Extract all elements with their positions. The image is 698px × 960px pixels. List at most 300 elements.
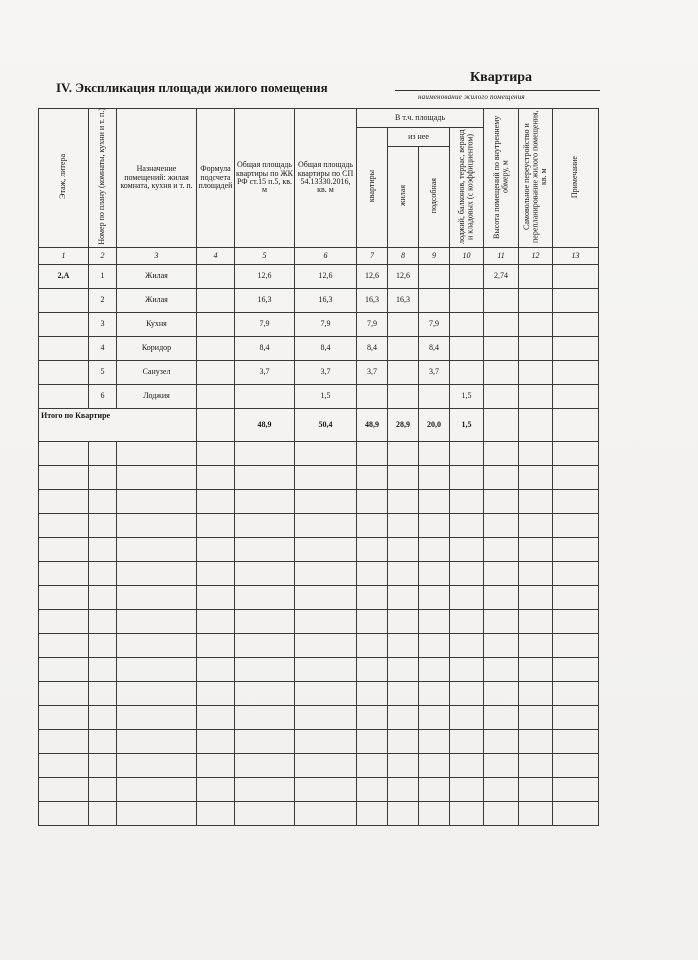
table-cell — [553, 802, 599, 826]
table-cell — [519, 409, 553, 442]
premises-name: Квартира — [470, 70, 533, 85]
table-cell — [519, 586, 553, 610]
table-cell — [295, 514, 357, 538]
table-cell — [519, 706, 553, 730]
table-cell — [484, 610, 519, 634]
table-row — [39, 802, 599, 826]
table-cell — [419, 586, 450, 610]
table-cell — [388, 586, 419, 610]
table-cell: 13 — [553, 248, 599, 265]
table-cell — [39, 682, 89, 706]
table-cell — [553, 361, 599, 385]
table-cell — [450, 514, 484, 538]
table-cell — [484, 658, 519, 682]
table-cell — [519, 337, 553, 361]
table-cell: Санузел — [117, 361, 197, 385]
table-cell — [39, 658, 89, 682]
table-cell — [484, 682, 519, 706]
table-cell — [553, 409, 599, 442]
table-cell — [89, 466, 117, 490]
table-cell — [484, 514, 519, 538]
table-cell — [553, 730, 599, 754]
table-cell: 2 — [89, 248, 117, 265]
table-cell — [484, 466, 519, 490]
table-cell — [197, 385, 235, 409]
table-cell — [295, 682, 357, 706]
table-cell — [197, 490, 235, 514]
table-cell: Жилая — [117, 289, 197, 313]
table-cell: 16,3 — [357, 289, 388, 313]
page-title: IV. Экспликация площади жилого помещения — [56, 80, 328, 95]
table-cell — [235, 778, 295, 802]
table-row — [39, 442, 599, 466]
table-cell — [519, 682, 553, 706]
table-cell — [235, 610, 295, 634]
table-cell — [39, 361, 89, 385]
table-cell — [519, 730, 553, 754]
table-cell — [235, 466, 295, 490]
table-cell — [519, 658, 553, 682]
table-cell — [89, 802, 117, 826]
table-cell — [117, 514, 197, 538]
table-cell — [197, 442, 235, 466]
table-cell — [197, 265, 235, 289]
table-cell — [235, 538, 295, 562]
col-header-group: В т.ч. площадь — [357, 109, 484, 128]
table-cell — [553, 562, 599, 586]
table-row — [39, 562, 599, 586]
table-cell — [388, 562, 419, 586]
table-cell — [419, 802, 450, 826]
table-cell — [450, 265, 484, 289]
table-cell — [388, 610, 419, 634]
table-cell — [419, 514, 450, 538]
table-cell — [519, 313, 553, 337]
table-cell — [419, 682, 450, 706]
table-cell — [553, 466, 599, 490]
table-cell — [553, 658, 599, 682]
table-cell — [197, 706, 235, 730]
table-cell — [484, 313, 519, 337]
table-cell — [235, 730, 295, 754]
table-cell — [419, 442, 450, 466]
table-row — [39, 778, 599, 802]
table-cell — [117, 706, 197, 730]
table-cell — [39, 442, 89, 466]
col-header-aux: подсобная — [419, 147, 450, 248]
table-row — [39, 490, 599, 514]
table-row — [39, 514, 599, 538]
table-cell — [89, 538, 117, 562]
table-cell — [484, 802, 519, 826]
table-cell — [89, 610, 117, 634]
table-cell: 16,3 — [295, 289, 357, 313]
table-cell — [450, 562, 484, 586]
table-cell: Жилая — [117, 265, 197, 289]
blank-rows — [39, 442, 599, 826]
table-cell — [235, 514, 295, 538]
table-cell — [519, 514, 553, 538]
table-cell — [519, 802, 553, 826]
table-cell: 7,9 — [235, 313, 295, 337]
table-cell — [553, 442, 599, 466]
table-cell — [357, 514, 388, 538]
table-cell — [295, 658, 357, 682]
table-cell — [235, 682, 295, 706]
table-cell — [117, 586, 197, 610]
table-cell — [197, 313, 235, 337]
table-cell — [39, 562, 89, 586]
table-cell — [235, 586, 295, 610]
col-header-height: Высота помещений по внутреннему обмеру, м — [484, 109, 519, 248]
table-cell — [357, 610, 388, 634]
premises-underline — [395, 90, 600, 91]
table-cell — [519, 442, 553, 466]
table-cell — [39, 490, 89, 514]
table-cell — [197, 409, 235, 442]
table-cell — [419, 538, 450, 562]
table-cell — [519, 466, 553, 490]
table-cell — [450, 682, 484, 706]
table-cell — [295, 706, 357, 730]
table-cell — [388, 802, 419, 826]
table-cell — [39, 802, 89, 826]
table-cell: 12,6 — [388, 265, 419, 289]
table-cell — [519, 610, 553, 634]
table-cell — [295, 610, 357, 634]
table-cell — [419, 730, 450, 754]
table-cell — [89, 634, 117, 658]
table-cell — [484, 706, 519, 730]
table-cell — [89, 754, 117, 778]
table-cell — [357, 802, 388, 826]
table-cell: 8,4 — [357, 337, 388, 361]
table-cell — [117, 442, 197, 466]
table-cell — [419, 610, 450, 634]
table-cell — [39, 385, 89, 409]
total-label: Итого по Квартире — [39, 409, 197, 442]
table-cell — [197, 289, 235, 313]
table-cell — [295, 538, 357, 562]
table-cell — [388, 634, 419, 658]
table-cell — [553, 490, 599, 514]
table-cell: 12,6 — [235, 265, 295, 289]
table-cell: 2,А — [39, 265, 89, 289]
table-cell — [553, 289, 599, 313]
table-cell: 3 — [89, 313, 117, 337]
table-cell: 8,4 — [419, 337, 450, 361]
table-cell: 1,5 — [450, 385, 484, 409]
table-cell — [553, 538, 599, 562]
table-cell — [357, 538, 388, 562]
table-row — [39, 730, 599, 754]
table-cell — [484, 442, 519, 466]
table-cell: Лоджия — [117, 385, 197, 409]
table-cell: 8,4 — [235, 337, 295, 361]
table-cell — [553, 385, 599, 409]
table-cell — [484, 586, 519, 610]
table-cell — [484, 562, 519, 586]
table-cell — [553, 265, 599, 289]
table-cell — [117, 634, 197, 658]
table-cell — [388, 682, 419, 706]
col-header-area-sp: Общая площадь квартиры по СП 54.13330.2016, кв. м — [295, 109, 357, 248]
table-cell: 4 — [197, 248, 235, 265]
table-cell — [484, 361, 519, 385]
table-cell — [357, 754, 388, 778]
table-cell — [484, 778, 519, 802]
table-cell: 4 — [89, 337, 117, 361]
table-cell — [39, 313, 89, 337]
table-cell — [89, 562, 117, 586]
table-cell — [484, 538, 519, 562]
table-cell — [197, 754, 235, 778]
table-cell — [197, 658, 235, 682]
table-cell — [553, 514, 599, 538]
table-cell — [235, 634, 295, 658]
table-cell — [519, 289, 553, 313]
table-cell — [197, 337, 235, 361]
table-cell — [39, 754, 89, 778]
table-cell — [357, 706, 388, 730]
explication-table — [38, 108, 599, 826]
table-cell — [450, 730, 484, 754]
table-row — [39, 385, 599, 409]
table-cell — [39, 337, 89, 361]
table-cell — [357, 466, 388, 490]
table-cell — [419, 658, 450, 682]
table-cell — [117, 778, 197, 802]
table-cell: 12,6 — [357, 265, 388, 289]
table-cell: Кухня — [117, 313, 197, 337]
table-cell: 16,3 — [388, 289, 419, 313]
table-cell: 3,7 — [357, 361, 388, 385]
table-cell — [519, 385, 553, 409]
table-cell: 2,74 — [484, 265, 519, 289]
table-cell — [553, 634, 599, 658]
table-cell: 3,7 — [419, 361, 450, 385]
table-cell — [419, 778, 450, 802]
table-cell: 11 — [484, 248, 519, 265]
table-cell: 7,9 — [357, 313, 388, 337]
table-cell: 6 — [89, 385, 117, 409]
total-loggia: 1,5 — [450, 409, 484, 442]
table-cell — [450, 610, 484, 634]
table-cell — [450, 586, 484, 610]
table-cell: 7,9 — [419, 313, 450, 337]
table-cell — [519, 634, 553, 658]
table-cell — [89, 586, 117, 610]
table-cell — [519, 754, 553, 778]
table-cell: 1 — [39, 248, 89, 265]
table-cell — [419, 706, 450, 730]
table-cell — [197, 562, 235, 586]
col-header-floor: Этаж, литера — [39, 109, 89, 248]
table-row — [39, 289, 599, 313]
table-cell — [89, 778, 117, 802]
table-cell — [553, 313, 599, 337]
table-cell — [419, 562, 450, 586]
table-cell — [484, 385, 519, 409]
table-cell — [295, 466, 357, 490]
table-cell — [519, 361, 553, 385]
table-cell — [519, 778, 553, 802]
table-cell — [295, 586, 357, 610]
table-cell — [419, 490, 450, 514]
table-cell — [117, 538, 197, 562]
table-cell: 2 — [89, 289, 117, 313]
table-cell — [295, 442, 357, 466]
table-cell — [388, 754, 419, 778]
table-cell: 6 — [295, 248, 357, 265]
table-cell: 12 — [519, 248, 553, 265]
col-header-loggia: лоджий, балконов, террас, веранд и кладовых (с коэффициентом) — [450, 128, 484, 248]
table-cell — [295, 490, 357, 514]
table-cell: 7,9 — [295, 313, 357, 337]
table-row — [39, 466, 599, 490]
table-cell — [450, 337, 484, 361]
table-cell — [450, 490, 484, 514]
col-header-self-rebuild: Самовольное переустройство и перепланирование жилого помещения, кв. м — [519, 109, 553, 248]
table-cell — [388, 706, 419, 730]
table-cell — [89, 490, 117, 514]
table-cell — [197, 466, 235, 490]
table-cell — [357, 682, 388, 706]
table-cell — [419, 754, 450, 778]
table-cell — [235, 802, 295, 826]
total-area-lc: 48,9 — [235, 409, 295, 442]
table-cell — [357, 490, 388, 514]
table-cell — [295, 754, 357, 778]
table-cell: 1,5 — [295, 385, 357, 409]
total-aux: 20,0 — [419, 409, 450, 442]
table-cell — [39, 778, 89, 802]
table-cell — [388, 538, 419, 562]
table-cell: 12,6 — [295, 265, 357, 289]
table-cell — [419, 634, 450, 658]
table-cell — [553, 586, 599, 610]
table-cell — [484, 754, 519, 778]
table-cell — [117, 754, 197, 778]
table-cell — [39, 466, 89, 490]
table-cell — [553, 610, 599, 634]
table-cell — [357, 562, 388, 586]
table-row — [39, 682, 599, 706]
table-row — [39, 337, 599, 361]
table-cell — [117, 610, 197, 634]
table-cell — [235, 442, 295, 466]
total-area-sp: 50,4 — [295, 409, 357, 442]
table-cell: 5 — [89, 361, 117, 385]
table-cell — [235, 385, 295, 409]
table-cell — [235, 706, 295, 730]
table-cell — [117, 562, 197, 586]
table-cell — [197, 586, 235, 610]
table-cell — [295, 634, 357, 658]
table-cell — [419, 385, 450, 409]
table-cell — [295, 802, 357, 826]
table-cell — [89, 682, 117, 706]
table-cell — [197, 514, 235, 538]
table-cell — [39, 730, 89, 754]
table-cell — [39, 538, 89, 562]
table-row — [39, 706, 599, 730]
table-cell — [117, 658, 197, 682]
table-cell — [388, 490, 419, 514]
table-row — [39, 109, 599, 128]
table-cell — [484, 289, 519, 313]
table-cell — [357, 658, 388, 682]
table-cell — [357, 442, 388, 466]
table-cell — [357, 730, 388, 754]
col-header-number: Номер по плану (комнаты, кухни и т. п.) — [89, 109, 117, 248]
table-cell: 3,7 — [235, 361, 295, 385]
table-cell — [235, 490, 295, 514]
table-cell — [388, 466, 419, 490]
total-row — [39, 409, 599, 442]
table-cell — [553, 682, 599, 706]
table-cell — [89, 706, 117, 730]
table-cell — [39, 586, 89, 610]
table-cell — [553, 754, 599, 778]
table-cell — [419, 265, 450, 289]
col-header-formula: Формула подсчета площадей — [197, 109, 235, 248]
table-cell — [450, 706, 484, 730]
table-cell — [197, 778, 235, 802]
table-cell — [519, 490, 553, 514]
table-cell — [39, 289, 89, 313]
table-cell — [197, 634, 235, 658]
table-cell — [388, 442, 419, 466]
table-row — [39, 538, 599, 562]
table-cell — [450, 466, 484, 490]
table-cell — [197, 610, 235, 634]
table-cell — [89, 442, 117, 466]
table-cell — [450, 634, 484, 658]
table-cell: 5 — [235, 248, 295, 265]
table-cell — [484, 634, 519, 658]
table-cell — [295, 778, 357, 802]
table-cell — [519, 265, 553, 289]
table-cell — [235, 658, 295, 682]
table-cell — [484, 730, 519, 754]
col-header-area-lc: Общая площадь квартиры по ЖК РФ ст.15 п.5, кв. м — [235, 109, 295, 248]
table-cell — [39, 706, 89, 730]
table-row — [39, 754, 599, 778]
table-cell — [519, 562, 553, 586]
table-cell — [197, 730, 235, 754]
table-cell — [197, 538, 235, 562]
table-row — [39, 658, 599, 682]
col-header-flat: квартиры — [357, 128, 388, 248]
table-cell: 16,3 — [235, 289, 295, 313]
table-cell — [388, 385, 419, 409]
table-cell — [197, 682, 235, 706]
col-header-subgroup: из нее — [388, 128, 450, 147]
table-cell: 7 — [357, 248, 388, 265]
table-cell — [117, 490, 197, 514]
table-cell — [197, 802, 235, 826]
col-header-living: жилая — [388, 147, 419, 248]
table-cell — [197, 361, 235, 385]
table-cell — [553, 778, 599, 802]
table-cell: 3 — [117, 248, 197, 265]
table-cell — [419, 466, 450, 490]
table-cell: 8 — [388, 248, 419, 265]
table-cell — [89, 514, 117, 538]
table-cell — [419, 289, 450, 313]
table-row — [39, 265, 599, 289]
